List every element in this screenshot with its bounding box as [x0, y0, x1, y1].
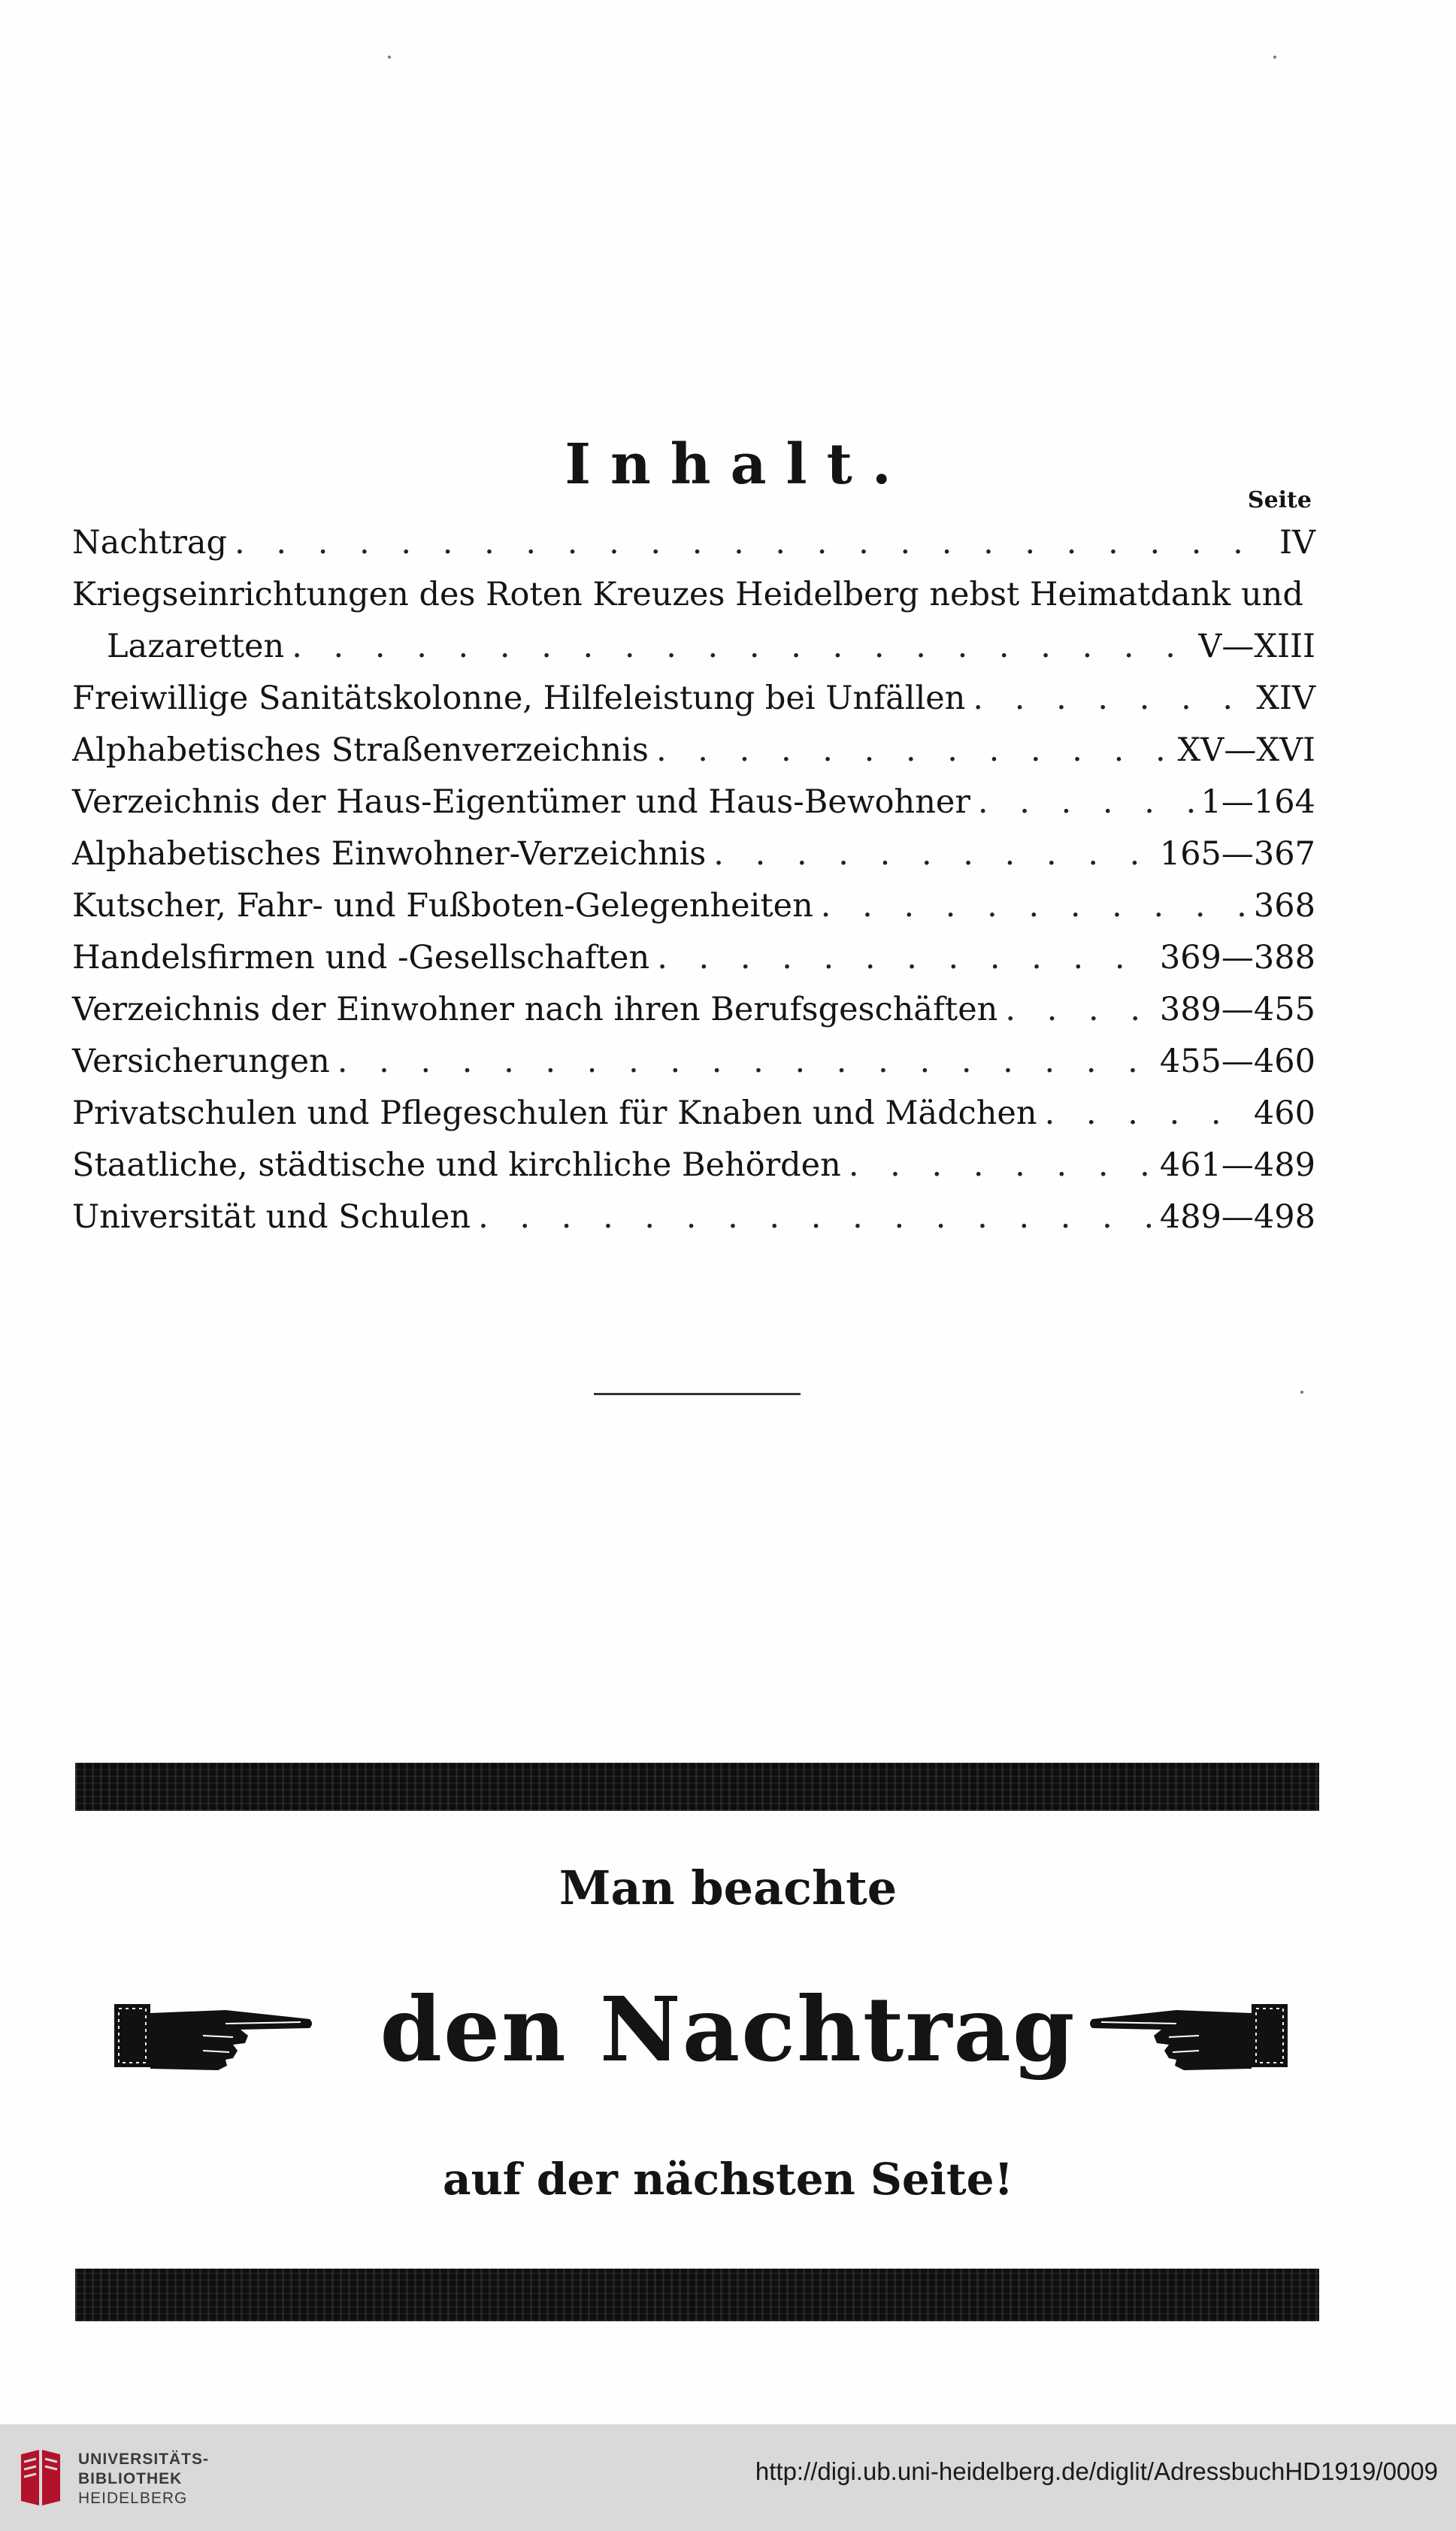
dot-leader [478, 1191, 1152, 1243]
toc-entry-label: Verzeichnis der Einwohner nach ihren Berufsgeschäften [72, 991, 998, 1028]
toc-entry [72, 828, 1315, 880]
toc-entry-label: Kutscher, Fahr- und Fußboten-Gelegenheiten [72, 887, 813, 925]
toc-entry-page: 369—388 [1159, 939, 1315, 976]
toc-entry [72, 1088, 1315, 1140]
library-name-line-2: BIBLIOTHEK [78, 2470, 183, 2487]
pointing-hand-left-icon [1086, 1991, 1289, 2073]
toc-entry-label: Nachtrag [72, 524, 228, 562]
toc-entry [72, 1140, 1315, 1191]
toc-entry-page: 368 [1253, 887, 1315, 925]
digitization-footer [0, 2424, 1456, 2531]
toc-entry-page: 389—455 [1159, 991, 1315, 1028]
toc-entry-label: Staatliche, städtische und kirchliche Behörden [72, 1146, 841, 1184]
dot-leader [292, 621, 1191, 673]
toc-entry-page: 489—498 [1159, 1198, 1315, 1236]
toc-entry-label: Alphabetisches Einwohner-Verzeichnis [72, 835, 707, 873]
dot-leader [978, 777, 1194, 828]
toc-entry-page: 1—164 [1200, 783, 1315, 821]
toc-entry [72, 984, 1315, 1036]
dot-leader [849, 1140, 1152, 1191]
toc-entry-label: Universität und Schulen [72, 1198, 471, 1236]
toc-entry-label: Lazaretten [107, 628, 285, 665]
toc-entry [72, 880, 1315, 932]
toc-entry-label: Versicherungen [72, 1043, 330, 1080]
toc-entry-label: Handelsfirmen und -Gesellschaften [72, 939, 650, 976]
dot-leader [1045, 1088, 1246, 1140]
dot-leader [713, 828, 1152, 880]
toc-entry-page: 455—460 [1159, 1043, 1315, 1080]
toc-entry-page: XV—XVI [1177, 731, 1315, 769]
page-speck [1300, 1391, 1303, 1394]
toc-entry-page: V—XIII [1198, 628, 1315, 665]
library-name [78, 2450, 209, 2508]
table-of-contents [72, 517, 1315, 1243]
notice-line-1: Man beachte [558, 1860, 898, 1915]
dot-leader [657, 932, 1152, 984]
toc-entry [72, 517, 1315, 569]
toc-entry [72, 777, 1315, 828]
toc-entry-page: 165—367 [1159, 835, 1315, 873]
toc-entry-page: 461—489 [1159, 1146, 1315, 1184]
dot-leader [338, 1036, 1152, 1088]
toc-entry [72, 1036, 1315, 1088]
library-name-line-3: HEIDELBERG [78, 2490, 188, 2507]
page-column-header: Seite [1247, 487, 1312, 513]
library-name-line-1: UNIVERSITÄTS- [78, 2451, 210, 2468]
page-title: Inhalt. [565, 432, 911, 497]
decorative-band-top [75, 1763, 1319, 1811]
toc-entry [72, 1191, 1315, 1243]
toc-entry [72, 621, 1315, 673]
toc-entry [72, 725, 1315, 777]
toc-entry [72, 673, 1315, 725]
toc-entry-label: Alphabetisches Straßenverzeichnis [72, 731, 649, 769]
toc-entry-page: XIV [1256, 680, 1315, 717]
decorative-band-bottom [75, 2269, 1319, 2321]
toc-entry-label: Verzeichnis der Haus-Eigentümer und Haus-Bewohner [72, 783, 970, 821]
notice-line-3: auf der nächsten Seite! [442, 2154, 1013, 2205]
toc-entry-label: Privatschulen und Pflegeschulen für Knaben und Mädchen [72, 1094, 1037, 1132]
section-divider [594, 1393, 801, 1395]
dot-leader [235, 517, 1263, 569]
source-url-link[interactable]: http://digi.ub.uni-heidelberg.de/diglit/AdressbuchHD1919/0009 [755, 2457, 1438, 2485]
dot-leader [973, 673, 1249, 725]
university-library-logo-icon[interactable] [17, 2447, 65, 2510]
toc-entry-label: Freiwillige Sanitätskolonne, Hilfeleistung bei Unfällen [72, 680, 966, 717]
dot-leader [1005, 984, 1152, 1036]
notice-line-2: den Nachtrag [380, 1977, 1076, 2081]
toc-entry-first-line: Kriegseinrichtungen des Roten Kreuzes Heidelberg nebst Heimatdank und [72, 576, 1303, 613]
toc-entry-page: 460 [1253, 1094, 1315, 1132]
toc-entry-page: IV [1279, 524, 1315, 562]
page-speck [1273, 56, 1276, 59]
dot-leader [656, 725, 1170, 777]
dot-leader [821, 880, 1246, 932]
toc-entry [72, 932, 1315, 984]
page-speck [388, 56, 391, 59]
